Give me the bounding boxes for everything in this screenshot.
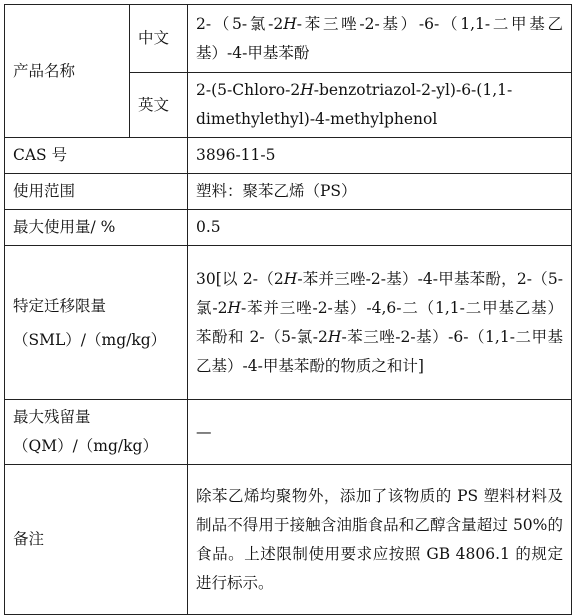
label-scope: 使用范围 <box>5 174 188 210</box>
row-product-name-zh <box>5 5 572 73</box>
row-qm <box>5 400 572 465</box>
label-cas: CAS 号 <box>5 138 188 174</box>
row-sml <box>5 246 572 400</box>
value-scope: 塑料：聚苯乙烯（PS） <box>188 174 572 210</box>
label-product-name: 产品名称 <box>5 5 130 138</box>
value-cas: 3896-11-5 <box>188 138 572 174</box>
value-english-name: 2-(5-Chloro-2H-benzotriazol-2-yl)-6-(1,1-dimethylethyl)-4-methylphenol <box>188 73 572 138</box>
label-qm <box>5 400 188 465</box>
value-qm: — <box>188 400 572 465</box>
row-remarks <box>5 465 572 615</box>
row-scope <box>5 174 572 210</box>
label-sml <box>5 246 188 400</box>
value-sml: 30[以 2-（2H-苯并三唑-2-基）-4-甲基苯酚，2-（5-氯-2H-苯并三唑-2-基）-4,6-二（1,1-二甲基乙基）苯酚和 2-（5-氯-2H-苯三唑-2-基）-6-（1,1-二甲基乙基）-4-甲基苯酚的物质之和计] <box>188 246 572 400</box>
label-sml-line2: （SML）/（mg/kg） <box>13 330 167 349</box>
value-max-use: 0.5 <box>188 210 572 246</box>
row-max-use <box>5 210 572 246</box>
label-sml-line1: 特定迁移限量 <box>13 296 107 315</box>
label-english: 英文 <box>130 73 188 138</box>
label-max-use: 最大使用量/ % <box>5 210 188 246</box>
label-remarks: 备注 <box>5 465 188 615</box>
value-chinese-name: 2-（5-氯-2H-苯三唑-2-基）-6-（1,1-二甲基乙基）-4-甲基苯酚 <box>188 5 572 73</box>
label-chinese: 中文 <box>130 5 188 73</box>
row-cas <box>5 138 572 174</box>
additive-spec-table <box>4 4 572 615</box>
value-remarks: 除苯乙烯均聚物外，添加了该物质的 PS 塑料材料及制品不得用于接触含油脂食品和乙醇含量超过 50%的食品。上述限制使用要求应按照 GB 4806.1 的规定进行标示。 <box>188 465 572 615</box>
label-qm-line2: （QM）/（mg/kg） <box>13 437 158 455</box>
label-qm-line1: 最大残留量 <box>13 408 91 426</box>
